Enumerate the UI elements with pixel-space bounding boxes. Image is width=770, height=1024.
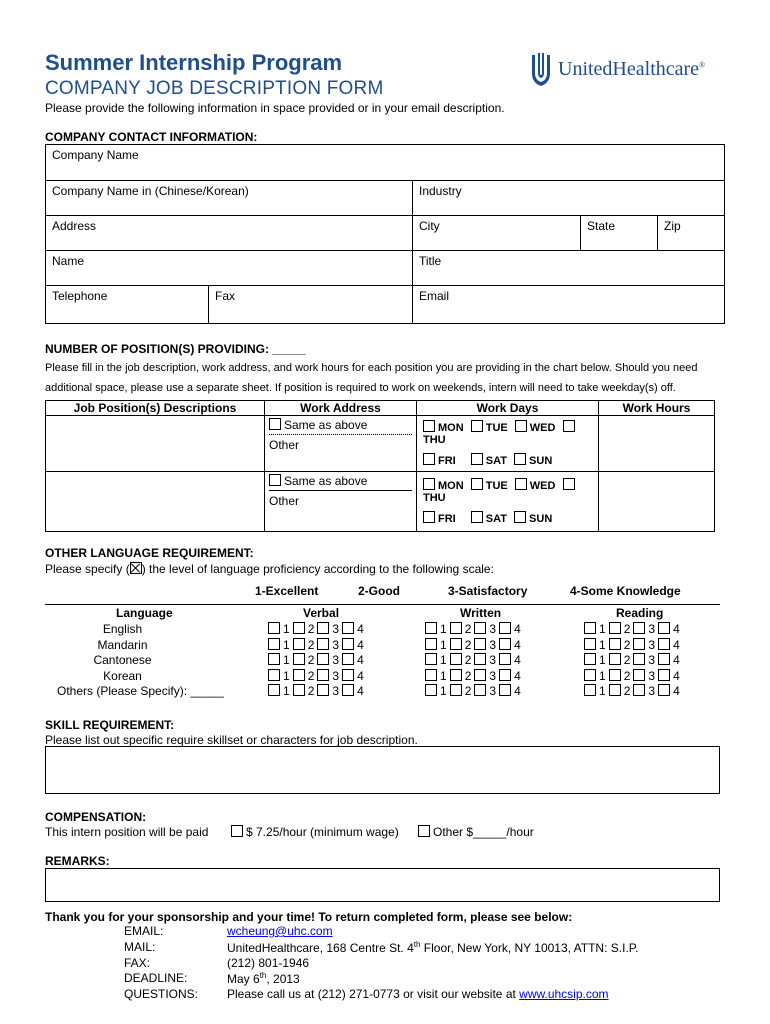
rating-number: 1 (599, 668, 606, 683)
reading-rating-0 (584, 622, 683, 636)
rating-number: 2 (623, 653, 631, 667)
scale-2: 2-Good (358, 584, 400, 598)
company-logo (530, 48, 705, 90)
reading-checkbox[interactable] (658, 638, 670, 650)
fax-field[interactable]: Fax (209, 286, 413, 324)
positions-heading: NUMBER OF POSITION(S) PROVIDING: _____ (45, 342, 306, 356)
remarks-heading: REMARKS: (45, 854, 110, 868)
skill-note: Please list out specific require skillset or characters for job description. (45, 733, 418, 747)
rating-number: 2 (464, 622, 472, 636)
reading-checkbox[interactable] (584, 638, 596, 650)
written-rating-4 (425, 684, 524, 698)
instructions: Please provide the following information in space provided or in your email description. (45, 101, 505, 115)
reading-checkbox[interactable] (584, 622, 596, 634)
work-address-cell-2: Same as above Other (265, 472, 417, 532)
rating-number: 1 (283, 684, 290, 698)
scale-1: 1-Excellent (255, 584, 319, 598)
email-field[interactable]: Email (413, 286, 725, 324)
rating-number: 1 (283, 668, 290, 683)
rating-number: 3 (489, 668, 497, 683)
col-work-address: Work Address (265, 401, 417, 416)
language-name: Cantonese (93, 653, 152, 667)
verbal-rating-3 (268, 669, 367, 683)
reading-checkbox[interactable] (658, 684, 670, 696)
rating-number: 3 (489, 684, 497, 698)
verbal-rating-4 (268, 684, 367, 698)
rating-number: 4 (673, 684, 680, 698)
skill-heading: SKILL REQUIREMENT: (45, 718, 175, 732)
reading-checkbox[interactable] (609, 684, 621, 696)
rating-number: 2 (307, 653, 315, 667)
reading-checkbox[interactable] (658, 622, 670, 634)
work-address-cell-1: Same as above Other (265, 416, 417, 472)
written-rating-1 (425, 638, 524, 652)
form-subtitle: COMPANY JOB DESCRIPTION FORM (45, 78, 384, 99)
rating-number: 4 (514, 653, 521, 667)
rating-number: 2 (623, 622, 631, 636)
reading-checkbox[interactable] (658, 653, 670, 665)
deadline-label: DEADLINE: (124, 971, 188, 985)
rating-number: 2 (623, 668, 631, 683)
company-name-field[interactable]: Company Name (46, 145, 725, 181)
wed-checkbox-2[interactable] (515, 478, 527, 490)
col-verbal: Verbal (303, 606, 340, 620)
written-checkbox[interactable] (450, 653, 462, 665)
rating-number: 2 (464, 637, 472, 652)
telephone-field[interactable]: Telephone (46, 286, 209, 324)
written-checkbox[interactable] (474, 622, 486, 634)
verbal-checkbox[interactable] (268, 653, 280, 665)
rating-number: 2 (464, 668, 472, 683)
verbal-checkbox[interactable] (317, 669, 329, 681)
other-address-2[interactable]: Other (269, 494, 300, 508)
sun-checkbox-2[interactable] (514, 511, 526, 523)
reading-rating-1 (584, 638, 683, 652)
website-link[interactable]: www.uhcsip.com (519, 987, 609, 1001)
min-wage-option[interactable]: $ 7.25/hour (minimum wage) (231, 825, 399, 839)
rating-number: 1 (599, 684, 606, 698)
rating-number: 3 (332, 684, 340, 698)
title-field[interactable]: Title (413, 251, 725, 286)
language-specify: Please specify ( ) the level of language proficiency according to the following scale: (45, 562, 494, 576)
mail-value: UnitedHealthcare, 168 Centre St. 4th Floor, New York, NY 10013, ATTN: S.I.P. (227, 940, 639, 955)
city-field[interactable]: City (413, 216, 581, 251)
written-checkbox[interactable] (499, 638, 511, 650)
col-written: Written (460, 606, 502, 620)
rating-number: 2 (307, 684, 315, 698)
col-reading: Reading (616, 606, 664, 620)
rating-number: 4 (357, 668, 364, 683)
rating-number: 3 (489, 653, 497, 667)
rating-number: 3 (332, 637, 340, 652)
rating-number: 4 (514, 684, 521, 698)
rating-number: 1 (283, 653, 290, 667)
rating-number: 3 (332, 653, 340, 667)
written-checkbox[interactable] (425, 653, 437, 665)
reading-checkbox[interactable] (584, 669, 596, 681)
verbal-rating-0 (268, 622, 367, 636)
logo-text: UnitedHealthcare® (558, 57, 706, 80)
rating-number: 4 (357, 653, 364, 667)
rating-number: 4 (673, 622, 680, 636)
rating-number: 4 (357, 637, 364, 652)
questions-label: QUESTIONS: (124, 987, 199, 1001)
reading-checkbox[interactable] (633, 684, 645, 696)
rating-number: 2 (623, 637, 631, 652)
rating-number: 3 (648, 684, 656, 698)
scale-3: 3-Satisfactory (448, 584, 528, 598)
rating-number: 4 (673, 653, 680, 667)
language-name: Others (Please Specify): _____ (57, 684, 224, 698)
written-checkbox[interactable] (474, 684, 486, 696)
positions-table (45, 400, 715, 532)
compensation-note: This intern position will be paid (45, 825, 209, 839)
rating-number: 2 (623, 684, 631, 698)
col-job-desc: Job Position(s) Descriptions (46, 401, 265, 416)
verbal-checkbox[interactable] (342, 622, 354, 634)
written-checkbox[interactable] (450, 669, 462, 681)
rating-number: 1 (440, 653, 447, 667)
rating-number: 3 (648, 622, 656, 636)
reading-checkbox[interactable] (633, 638, 645, 650)
written-checkbox[interactable] (425, 638, 437, 650)
remarks-input-box[interactable] (45, 868, 720, 902)
same-as-above-checkbox-2[interactable] (269, 474, 281, 486)
rating-number: 1 (599, 622, 606, 636)
rating-number: 1 (440, 622, 447, 636)
col-language: Language (116, 606, 173, 620)
state-field[interactable]: State (581, 216, 658, 251)
written-checkbox[interactable] (474, 653, 486, 665)
verbal-checkbox[interactable] (317, 684, 329, 696)
reading-checkbox[interactable] (609, 669, 621, 681)
work-days-cell-2: MON TUE WED THU FRI SAT SUN (417, 472, 599, 532)
rating-number: 2 (464, 684, 472, 698)
rating-number: 1 (440, 684, 447, 698)
verbal-rating-2 (268, 653, 367, 667)
tue-checkbox-1[interactable] (471, 420, 483, 432)
other-address-1[interactable]: Other (269, 438, 300, 452)
language-divider (45, 604, 720, 605)
rating-number: 4 (514, 668, 521, 683)
name-field[interactable]: Name (46, 251, 413, 286)
written-checkbox[interactable] (425, 684, 437, 696)
fri-checkbox-2[interactable] (423, 511, 435, 523)
written-checkbox[interactable] (450, 622, 462, 634)
rating-number: 3 (648, 637, 656, 652)
verbal-checkbox[interactable] (293, 653, 305, 665)
rating-number: 4 (514, 637, 521, 652)
rating-number: 3 (332, 668, 340, 683)
mail-label: MAIL: (124, 940, 156, 954)
written-rating-3 (425, 669, 524, 683)
rating-number: 1 (599, 637, 606, 652)
reading-rating-3 (584, 669, 683, 683)
col-work-hours: Work Hours (599, 401, 715, 416)
reading-checkbox[interactable] (633, 622, 645, 634)
deadline-value: May 6th, 2013 (227, 971, 300, 986)
reading-checkbox[interactable] (584, 684, 596, 696)
verbal-checkbox[interactable] (293, 684, 305, 696)
thu-checkbox-2[interactable] (563, 478, 575, 490)
min-wage-checkbox[interactable] (231, 825, 243, 837)
written-checkbox[interactable] (425, 622, 437, 634)
rating-number: 3 (489, 637, 497, 652)
reading-checkbox[interactable] (658, 669, 670, 681)
wed-checkbox-1[interactable] (515, 420, 527, 432)
reading-checkbox[interactable] (609, 622, 621, 634)
verbal-checkbox[interactable] (268, 622, 280, 634)
reading-rating-2 (584, 653, 683, 667)
verbal-checkbox[interactable] (342, 638, 354, 650)
rating-number: 1 (283, 622, 290, 636)
rating-number: 1 (440, 668, 447, 683)
language-heading: OTHER LANGUAGE REQUIREMENT: (45, 546, 254, 560)
verbal-checkbox[interactable] (342, 684, 354, 696)
written-checkbox[interactable] (474, 669, 486, 681)
fri-checkbox-1[interactable] (423, 453, 435, 465)
col-work-days: Work Days (417, 401, 599, 416)
written-rating-2 (425, 653, 524, 667)
mon-checkbox-2[interactable] (423, 478, 435, 490)
scale-4: 4-Some Knowledge (570, 584, 681, 598)
verbal-checkbox[interactable] (268, 638, 280, 650)
written-checkbox[interactable] (425, 669, 437, 681)
other-wage-option[interactable]: Other $_____/hour (418, 825, 534, 839)
verbal-checkbox[interactable] (342, 653, 354, 665)
work-days-cell-1: MON TUE WED THU FRI SAT SUN (417, 416, 599, 472)
written-rating-0 (425, 622, 524, 636)
questions-value: Please call us at (212) 271-0773 or visit our website at www.uhcsip.com (227, 987, 609, 1001)
verbal-checkbox[interactable] (342, 669, 354, 681)
written-checkbox[interactable] (474, 638, 486, 650)
reading-checkbox[interactable] (609, 653, 621, 665)
job-desc-cell-2[interactable] (46, 472, 265, 532)
verbal-checkbox[interactable] (317, 653, 329, 665)
mon-checkbox-1[interactable] (423, 420, 435, 432)
logo-shield-icon (530, 51, 552, 87)
rating-number: 2 (307, 622, 315, 636)
written-checkbox[interactable] (450, 684, 462, 696)
written-checkbox[interactable] (499, 653, 511, 665)
sat-checkbox-2[interactable] (471, 511, 483, 523)
verbal-checkbox[interactable] (293, 669, 305, 681)
positions-note-1: Please fill in the job description, work address, and work hours for each position you are providing in the chart below. Should you need (45, 362, 698, 374)
job-desc-cell-1[interactable] (46, 416, 265, 472)
rating-number: 4 (673, 668, 680, 683)
written-checkbox[interactable] (499, 669, 511, 681)
sat-checkbox-1[interactable] (471, 453, 483, 465)
written-checkbox[interactable] (499, 684, 511, 696)
email-link[interactable]: wcheung@uhc.com (227, 924, 333, 938)
verbal-rating-1 (268, 638, 367, 652)
x-checkbox-icon (130, 562, 142, 574)
verbal-checkbox[interactable] (317, 638, 329, 650)
contact-heading: COMPANY CONTACT INFORMATION: (45, 130, 258, 144)
language-name: English (102, 622, 143, 636)
rating-number: 1 (283, 637, 290, 652)
other-wage-checkbox[interactable] (418, 825, 430, 837)
language-name: Mandarin (97, 637, 148, 652)
rating-number: 2 (307, 637, 315, 652)
positions-note-2: additional space, please use a separate sheet. If position is required to work on weekends, intern will need to take weekday(s) off. (45, 382, 676, 394)
compensation-heading: COMPENSATION: (45, 810, 147, 824)
verbal-checkbox[interactable] (317, 622, 329, 634)
skill-input-box[interactable] (45, 746, 720, 794)
zip-field[interactable]: Zip (658, 216, 725, 251)
thu-checkbox-1[interactable] (563, 420, 575, 432)
address-field[interactable]: Address (46, 216, 413, 251)
rating-number: 4 (514, 622, 521, 636)
rating-number: 3 (332, 622, 340, 636)
contact-table (45, 144, 725, 324)
written-checkbox[interactable] (499, 622, 511, 634)
work-hours-cell-1[interactable] (599, 416, 715, 472)
form-title: Summer Internship Program (45, 50, 343, 75)
rating-number: 1 (440, 637, 447, 652)
reading-checkbox[interactable] (584, 653, 596, 665)
fax-value: (212) 801-1946 (227, 956, 310, 970)
reading-checkbox[interactable] (633, 653, 645, 665)
rating-number: 3 (648, 653, 656, 667)
rating-number: 4 (357, 684, 364, 698)
verbal-checkbox[interactable] (293, 622, 305, 634)
reading-rating-4 (584, 684, 683, 698)
industry-field[interactable]: Industry (413, 181, 725, 216)
sun-checkbox-1[interactable] (514, 453, 526, 465)
language-name: Korean (103, 668, 142, 683)
tue-checkbox-2[interactable] (471, 478, 483, 490)
rating-number: 3 (648, 668, 656, 683)
work-hours-cell-2[interactable] (599, 472, 715, 532)
company-name-local-field[interactable]: Company Name in (Chinese/Korean) (46, 181, 413, 216)
verbal-checkbox[interactable] (268, 684, 280, 696)
same-as-above-checkbox-1[interactable] (269, 418, 281, 430)
email-label: EMAIL: (124, 924, 164, 938)
verbal-checkbox[interactable] (268, 669, 280, 681)
written-checkbox[interactable] (450, 638, 462, 650)
thanks-text: Thank you for your sponsorship and your time! To return completed form, please see below: (45, 910, 573, 924)
reading-checkbox[interactable] (609, 638, 621, 650)
verbal-checkbox[interactable] (293, 638, 305, 650)
rating-number: 1 (599, 653, 606, 667)
rating-number: 4 (673, 637, 680, 652)
rating-number: 2 (307, 668, 315, 683)
rating-number: 2 (464, 653, 472, 667)
reading-checkbox[interactable] (633, 669, 645, 681)
rating-number: 4 (357, 622, 364, 636)
fax-label: FAX: (124, 956, 151, 970)
rating-number: 3 (489, 622, 497, 636)
